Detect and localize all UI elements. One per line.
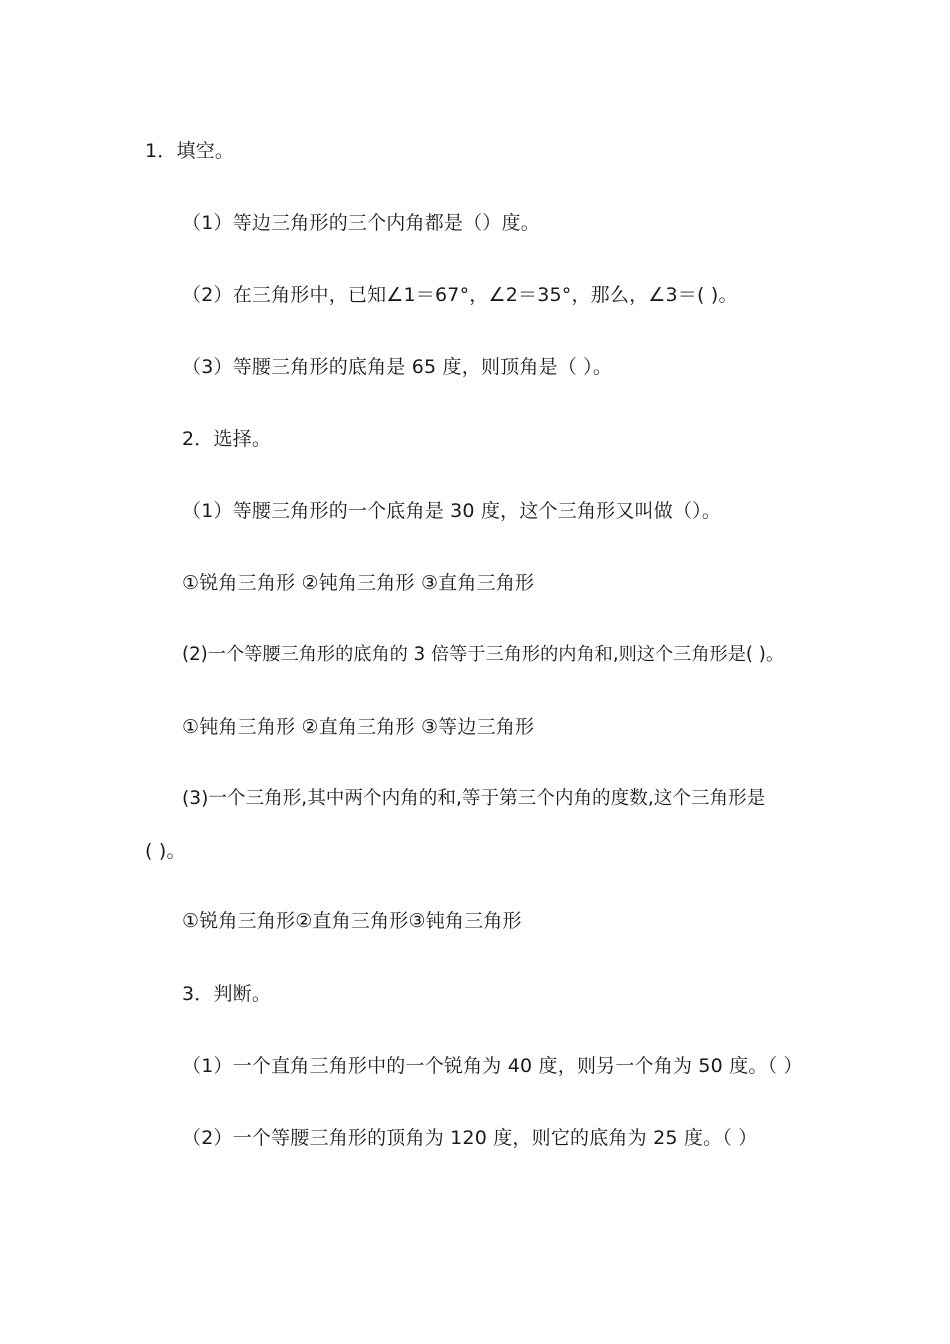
fill-blank-question-1: （1）等边三角形的三个内角都是（）度。 <box>182 212 540 234</box>
section-3-heading: 3．判断。 <box>182 983 272 1005</box>
choice-question-3: (3)一个三角形,其中两个内角的和,等于第三个内角的度数,这个三角形是 <box>182 788 766 809</box>
judge-question-2: （2）一个等腰三角形的顶角为 120 度，则它的底角为 25 度。（ ） <box>182 1127 758 1149</box>
section-1-heading: 1．填空。 <box>145 140 235 162</box>
judge-question-1: （1）一个直角三角形中的一个锐角为 40 度，则另一个角为 50 度。（ ） <box>182 1055 803 1077</box>
choice-question-1: （1）等腰三角形的一个底角是 30 度，这个三角形又叫做（）。 <box>182 500 722 522</box>
section-2-heading: 2．选择。 <box>182 428 272 450</box>
choice-question-1-options: ①锐角三角形 ②钝角三角形 ③直角三角形 <box>182 572 535 594</box>
choice-question-3-continuation: ( )。 <box>145 840 186 862</box>
choice-question-2: (2)一个等腰三角形的底角的 3 倍等于三角形的内角和,则这个三角形是( )。 <box>182 644 785 665</box>
fill-blank-question-2: （2）在三角形中，已知∠1＝67°，∠2＝35°，那么，∠3＝( )。 <box>182 284 738 306</box>
fill-blank-question-3: （3）等腰三角形的底角是 65 度，则顶角是（ ）。 <box>182 356 613 378</box>
choice-question-2-options: ①钝角三角形 ②直角三角形 ③等边三角形 <box>182 716 535 738</box>
choice-question-3-options: ①锐角三角形②直角三角形③钝角三角形 <box>182 910 522 932</box>
